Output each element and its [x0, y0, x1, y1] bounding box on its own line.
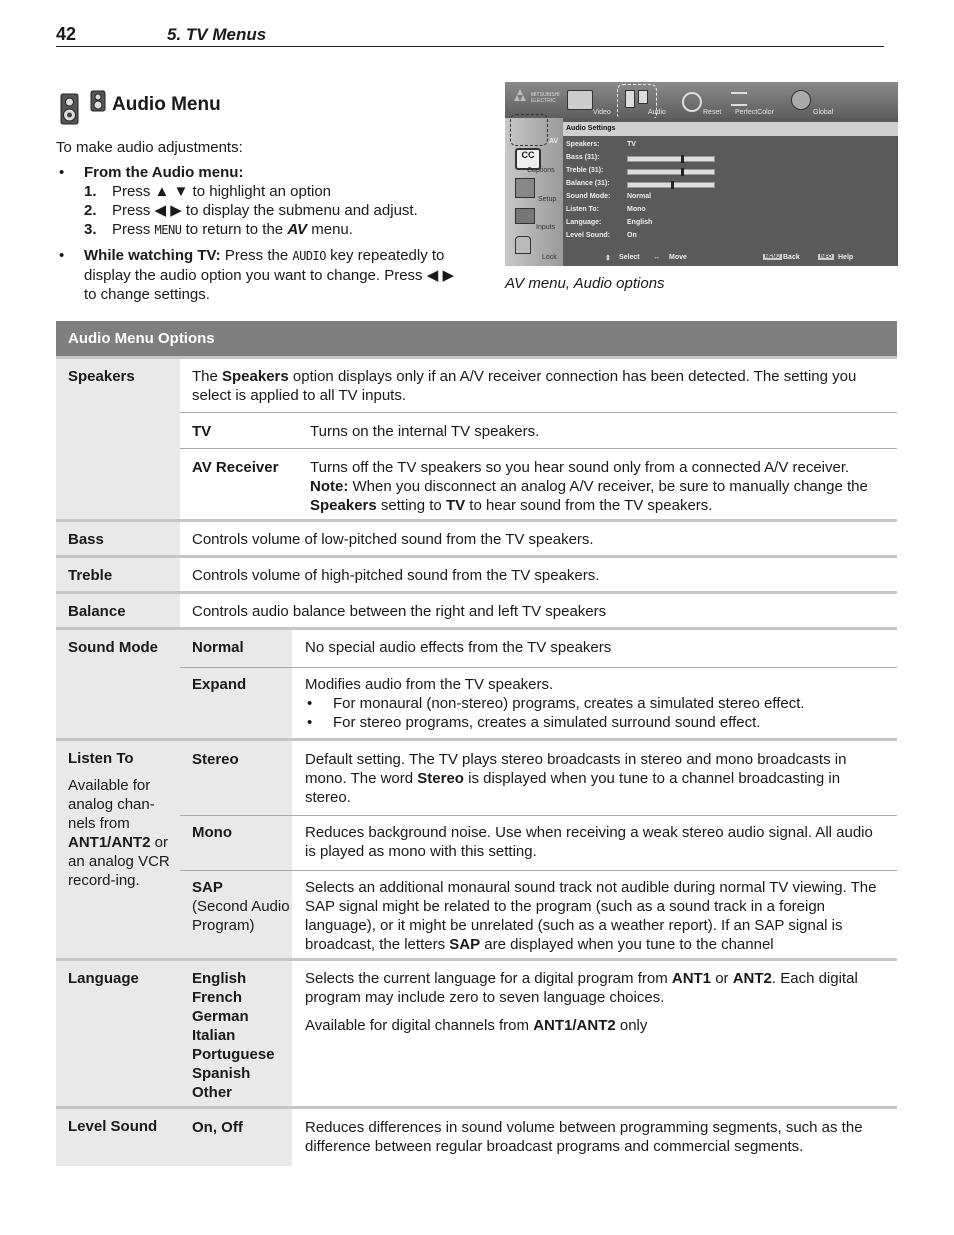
speaker-icon [625, 90, 635, 108]
watching-label: While watching TV: [84, 247, 221, 264]
page-number: 42 [56, 24, 77, 44]
watching-tv-bullet: • While watching TV: Press the AUDIO key repeatedly to display the audio option you want to change. Press ◀ ▶ to change settings. [59, 247, 454, 303]
option-label-sap: SAP (Second Audio Program) [192, 879, 290, 934]
side-tab-inputs: Inputs [536, 224, 556, 231]
divider [180, 667, 897, 668]
option-label-expand: Expand [192, 676, 247, 693]
list-item: Other [192, 1084, 233, 1101]
setting-treble: Treble (31): [566, 167, 604, 174]
level-sound-description: Reduces differences in sound volume between programming segments, such as the difference between regular broadcast programs and commercial segments. [305, 1119, 863, 1155]
captions-icon: CC [515, 148, 541, 170]
left-right-arrows-icon: ◀ ▶ [154, 202, 182, 219]
av-label: AV [287, 221, 308, 238]
top-tab-video: Video [593, 109, 611, 116]
table-title: Audio Menu Options [68, 330, 215, 347]
audio-settings-pane [563, 118, 898, 266]
list-item: • For monaural (non-stereo) programs, creates a simulated stereo effect. [305, 694, 885, 713]
treble-slider-knob [681, 168, 684, 176]
row-label-sound-mode: Sound Mode [68, 639, 158, 656]
bass-slider [627, 156, 715, 162]
page-header [56, 24, 884, 47]
divider [180, 448, 897, 449]
side-tab-captions: Captions [527, 167, 555, 174]
balance-slider-knob [671, 181, 674, 189]
list-item: English [192, 970, 247, 987]
lock-icon [515, 236, 531, 254]
side-tab-lock: Lock [542, 254, 557, 261]
footer-info-key: INFO [820, 254, 832, 260]
row-label-listen-to: Listen To [68, 750, 134, 767]
globe-icon [791, 90, 811, 110]
option-desc-mono: Reduces background noise. Use when receiving a weak stereo audio signal. All audio is played as mono with this setting. [305, 824, 873, 860]
divider [180, 815, 897, 816]
av-tab-selected [510, 114, 548, 146]
up-down-arrows-icon: ▲ ▼ [154, 183, 189, 200]
inputs-icon [515, 208, 535, 224]
av-menu-screenshot [505, 82, 898, 266]
option-desc-tv: Turns on the internal TV speakers. [310, 423, 540, 440]
row-label-balance: Balance [68, 603, 126, 620]
table-row-speakers [56, 356, 897, 521]
option-label-tv: TV [192, 423, 212, 440]
setting-listen-to-value: Mono [627, 206, 646, 213]
divider [180, 870, 897, 871]
setting-balance: Balance (31): [566, 180, 610, 187]
bass-slider-knob [681, 155, 684, 163]
option-label-av-receiver: AV Receiver [192, 459, 279, 476]
left-right-arrows-icon: ◀ ▶ [426, 267, 454, 284]
option-desc-stereo: Default setting. The TV plays stereo broadcasts in stereo and mono broadcasts in mono. The word Stereo is displayed when you tune to a channel broadcasting in stereo. [305, 751, 847, 806]
setting-level-sound-value: On [627, 232, 637, 239]
top-tab-global: Global [813, 109, 834, 116]
option-label-stereo: Stereo [192, 751, 239, 768]
balance-description: Controls audio balance between the right and left TV speakers [192, 603, 607, 620]
option-label-normal: Normal [192, 639, 244, 656]
divider [180, 412, 897, 413]
table-row-treble [56, 555, 897, 592]
table-row-bass [56, 519, 897, 556]
setting-sound-mode-value: Normal [627, 193, 652, 200]
listen-to-note: Available for analog chan-nels from ANT1/ANT2 or an analog VCR record-ing. [68, 777, 170, 889]
list-item: Portuguese [192, 1046, 275, 1063]
top-tab-perfectcolor: PerfectColor [735, 109, 774, 116]
screenshot-caption: AV menu, Audio options [505, 275, 665, 292]
footer-select-icon: ⇕ [605, 255, 611, 262]
speakers-description: The Speakers option displays only if an A/V receiver connection has been detected. The setting you select is applied to all TV inputs. [192, 368, 857, 404]
treble-description: Controls volume of high-pitched sound from the TV speakers. [192, 567, 600, 584]
step-1: 1. Press ▲ ▼ to highlight an option [84, 183, 332, 200]
section-name: 5. TV Menus [167, 25, 267, 44]
table-row-sound-mode [56, 627, 897, 740]
video-icon [567, 90, 593, 110]
audio-options-table-header [56, 321, 897, 356]
perfectcolor-icon [731, 92, 747, 106]
row-label-bass: Bass [68, 531, 104, 548]
footer-select: Select [619, 254, 640, 261]
list-item: Italian [192, 1027, 236, 1044]
step-3: 3. Press MENU to return to the AV menu. [84, 221, 353, 238]
list-item: • For stereo programs, creates a simulated surround sound effect. [305, 713, 885, 732]
setting-speakers-value: TV [627, 141, 636, 148]
page-title: Audio Menu [112, 94, 221, 115]
table-row-level-sound [56, 1106, 897, 1166]
setting-sound-mode: Sound Mode: [566, 193, 611, 200]
option-label-mono: Mono [192, 824, 232, 841]
footer-move-icon: ↔ [653, 254, 660, 261]
menu-key: MENU [154, 223, 182, 237]
row-label-level-sound: Level Sound [68, 1118, 158, 1135]
option-desc-expand: Modifies audio from the TV speakers. • For monaural (non-stereo) programs, creates a simulated stereo effect. • For stereo programs, creates a simulated surround sound effect. [305, 675, 885, 732]
footer-back: Back [783, 254, 800, 261]
audio-settings-header: Audio Settings [563, 122, 898, 136]
language-description: Selects the current language for a digital program from ANT1 or ANT2. Each digital program may include zero to seven language choices. Available for digital channels from ANT1/ANT2 only [305, 970, 858, 1034]
setting-language-value: English [627, 219, 653, 226]
setup-icon [515, 178, 535, 198]
setting-bass: Bass (31): [566, 154, 600, 161]
bass-description: Controls volume of low-pitched sound from the TV speakers. [192, 531, 594, 548]
footer-move: Move [669, 254, 687, 261]
setting-level-sound: Level Sound: [566, 232, 610, 239]
speaker-icon [60, 93, 79, 125]
intro-instructions [56, 138, 466, 304]
mitsubishi-logo-icon [509, 88, 531, 108]
option-desc-normal: No special audio effects from the TV speakers [305, 639, 612, 656]
list-item: German [192, 1008, 249, 1025]
setting-speakers: Speakers: [566, 141, 600, 148]
reset-icon [682, 92, 702, 112]
top-tab-reset: Reset [703, 109, 722, 116]
intro-lead: To make audio adjustments: [56, 139, 243, 156]
option-desc-sap: Selects an additional monaural sound track not audible during normal TV viewing. The SAP signal might be related to the program (such as a sound track in a foreign language), or it might be unrelated (such as a weather report). If an SAP signal is broadcast, the letters SAP are displayed when you tune to the channel [305, 879, 877, 953]
treble-slider [627, 169, 715, 175]
side-tab-setup: Setup [538, 196, 557, 203]
table-row-language [56, 958, 897, 1109]
balance-slider [627, 182, 715, 188]
row-label-language: Language [68, 970, 139, 987]
setting-language: Language: [566, 219, 602, 226]
speaker-small-icon [90, 90, 106, 112]
setting-listen-to: Listen To: [566, 206, 599, 213]
from-menu-bullet: • From the Audio menu: 1. Press ▲ ▼ to highlight an option 2. Press ◀ ▶ to display the submenu and adjust. 3. Press MENU to return to the AV menu. [56, 163, 466, 240]
row-label-speakers: Speakers [68, 368, 135, 385]
footer-help: Help [838, 254, 854, 261]
level-sound-options: On, Off [192, 1119, 243, 1136]
option-desc-av-receiver: Turns off the TV speakers so you hear sound only from a connected A/V receiver. Note: When you disconnect an analog A/V receiver, be sure to manually change the Speakers setting to TV to hear sound from the TV speakers. [310, 459, 868, 514]
table-row-listen-to [56, 738, 897, 960]
footer-menu-key: MENU [765, 254, 780, 260]
step-2: 2. Press ◀ ▶ to display the submenu and adjust. [84, 202, 418, 219]
table-row-balance [56, 591, 897, 628]
side-tab-av: AV [549, 138, 559, 145]
brand-logo-text: MITSUBISHI ELECTRIC [531, 92, 560, 104]
from-menu-label: From the Audio menu: [84, 164, 244, 181]
language-options-list [192, 969, 275, 1102]
speaker-icon [638, 90, 648, 104]
audio-key: AUDIO [292, 249, 326, 263]
row-label-treble: Treble [68, 567, 113, 584]
list-item: French [192, 989, 243, 1006]
top-tab-audio: Audio [648, 109, 666, 116]
list-item: Spanish [192, 1065, 251, 1082]
